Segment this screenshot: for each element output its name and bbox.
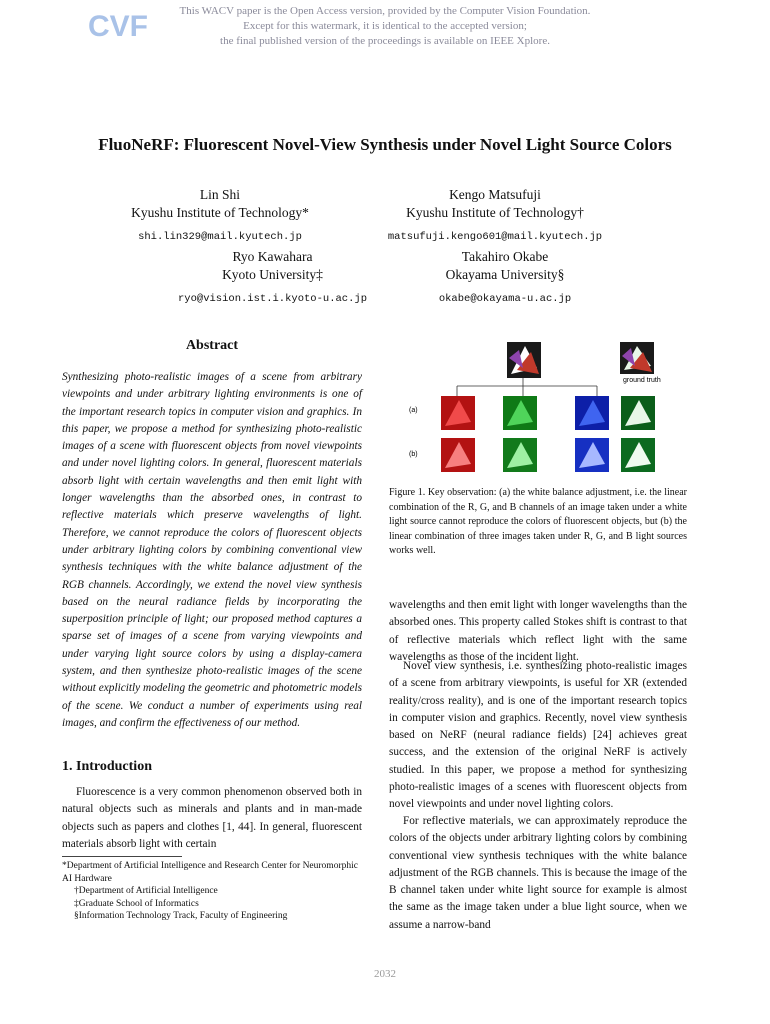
author-email[interactable]: matsufuji.kengo601@mail.kyutech.jp [387,231,603,243]
author-affiliation: Kyushu Institute of Technology* [131,205,309,220]
author-email[interactable]: shi.lin329@mail.kyutech.jp [138,231,302,243]
author-name: Takahiro Okabe [461,249,549,264]
author-block [140,248,405,308]
author-name: Ryo Kawahara [232,249,313,264]
footnote: §Information Technology Track, Faculty of Engineering [74,911,288,921]
footnote: †Department of Artificial Intelligence [74,886,218,896]
watermark [150,4,620,49]
footnote-rule [62,856,182,857]
footnotes [62,860,362,923]
paper-title: FluoNeRF: Fluorescent Novel-View Synthesis under Novel Light Source Colors [98,135,672,154]
abstract-text: Synthesizing photo-realistic images of a scene from arbitrary viewpoints and under arbitrary lighting environments is one of the important research topics in computer vision and graphics. In this paper, we propose a method for synthesizing photo-realistic images of a scene with fluorescent objects from novel viewpoints and under novel lighting colors. In general, fluorescent materials absorb light with certain wavelengths and then emit light with longer wavelengths than the absorbed ones, in contrast to reflective materials which preserve wavelengths of light. Therefore, we cannot reproduce the colors of fluorescent objects under arbitrary lighting colors by combining conventional view synthesis techniques with the white balance adjustment of the RGB channels. Accordingly, we extend the novel view synthesis based on the neural radiance fields by incorporating the superposition principle of light; our proposed method captures a sparse set of images of a scene from varying viewpoints and under varying light source colors by using a display-camera system, and then synthesize photo-realistic images of the scene without explicitly modeling the geometric and photometric models of the scene. We conduct a number of experiments using real images, and confirm the effectiveness of our method. [62,371,362,729]
figure-caption: Figure 1. Key observation: (a) the white balance adjustment, i.e. the linear combination of the R, G, and B channels of an image taken under a white light source cannot reproduce the colors of fluorescent objects, but (b) the linear combination of three images taken under R, G, and B light sources works well. [389,487,687,556]
footnote: ‡Graduate School of Informatics [74,898,199,909]
page-number: 2032 [374,968,396,980]
author-block [95,186,345,246]
figure-1 [405,338,705,476]
body-paragraph: For reflective materials, we can approximately reproduce the colors of the objects under arbitrary lighting colors by combining conventional view synthesis techniques with the white balance adjustment of the RGB channels. This is because the image of the B channel taken under white light source for example is almost the same as the image taken under a blue light source, when we assume a narrow-band [389,815,687,931]
intro-paragraph: Fluorescence is a very common phenomenon observed both in natural objects such as minerals and plants and in man-made objects such as papers and clothes [1, 44]. In general, fluorescent materials absorb light with certain [62,786,362,850]
footnote: *Department of Artificial Intelligence and Research Center for Neuromorphic AI Hardware [62,861,358,884]
author-affiliation: Kyushu Institute of Technology† [406,205,584,220]
watermark-line: This WACV paper is the Open Access version, provided by the Computer Vision Foundation. [179,5,591,17]
author-name: Kengo Matsufuji [449,187,541,202]
row-b-label: (b) [409,451,418,458]
author-name: Lin Shi [199,187,241,202]
author-block [365,186,625,246]
abstract-heading: Abstract [185,338,239,353]
cvf-logo [86,4,148,44]
body-paragraph: Novel view synthesis, i.e. synthesizing photo-realistic images of a scene from arbitrary viewpoints, is useful for XR (extended reality/cross reality), and is one of the important research topics in computer vision and graphics. Recently, novel view synthesis based on NeRF (neural radiance fields) [24] achieves great success, and the extension of the original NeRF is actively studied. In this paper, we propose a method for synthesizing photo-realistic images of a scenes with fluorescent objects from novel viewpoints and under novel lighting colors. [389,660,687,811]
row-a-images [441,396,655,430]
watermark-line: the final published version of the proceedings is available on IEEE Xplore. [220,35,550,47]
ground-truth-label: ground truth [623,377,661,384]
author-affiliation: Okayama University§ [445,267,565,282]
watermark-line: Except for this watermark, it is identical to the accepted version; [243,20,527,32]
row-b-images [441,438,655,472]
svg-text:CVF: CVF [88,10,148,43]
ground-truth-image [620,342,654,374]
body-paragraph: wavelengths and then emit light with longer wavelengths than the absorbed ones. This property called Stokes shift is contrast to that of reflective materials which reflect light with the same wavelengths as those of the incident light. [389,599,687,663]
author-block [385,248,625,308]
author-email[interactable]: okabe@okayama-u.ac.jp [438,293,572,305]
author-affiliation: Kyoto University‡ [222,267,323,282]
section-heading: 1. Introduction [62,759,152,774]
connector-lines [457,378,597,398]
author-email[interactable]: ryo@vision.ist.i.kyoto-u.ac.jp [177,293,368,305]
row-a-label: (a) [409,407,418,414]
input-image [507,342,541,378]
